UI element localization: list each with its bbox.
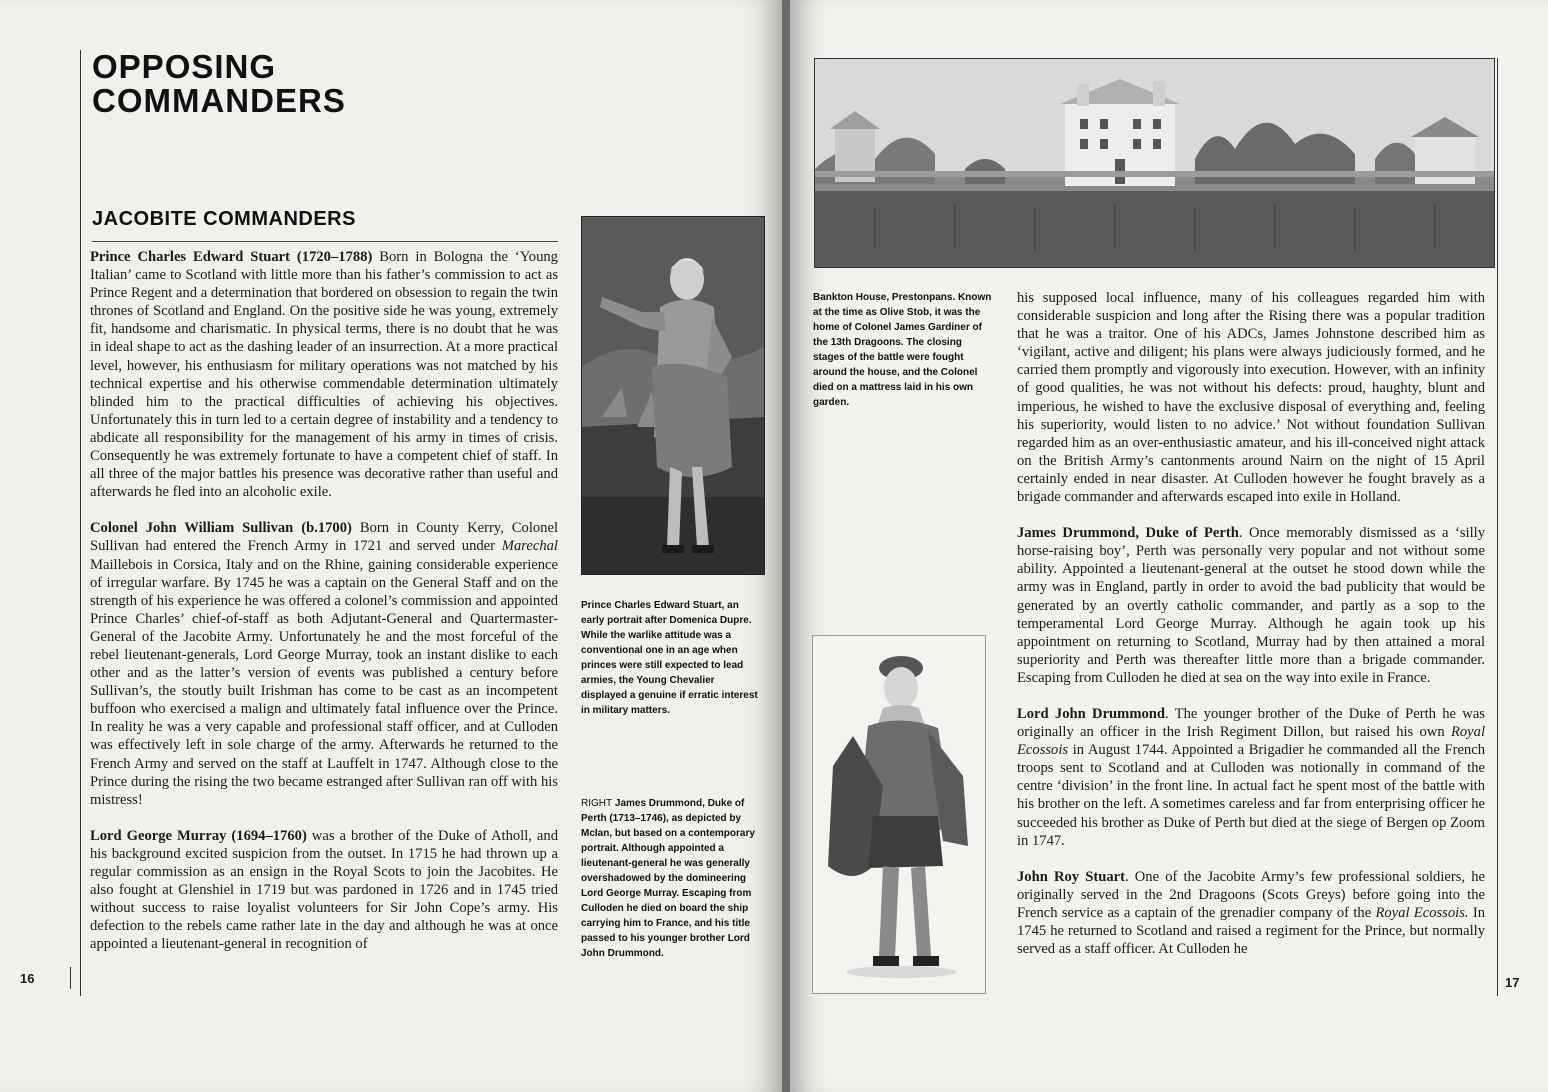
commander-name: Lord John Drummond: [1017, 705, 1166, 722]
caption-charles-portrait: Prince Charles Edward Stuart, an early portrait after Domenica Dupre. While the warlike attitude was a conventional one in an age when princes were still expected to lead armies, the Young Chevalier displayed a genuine if erratic interest in military matters.: [581, 600, 758, 716]
caption-body: James Drummond, Duke of Perth (1713–1746), as depicted by McIan, but based on a contemporary portrait. Although appointed a lieutenant-general he was generally overshadowed by the domineering Lord George Murray. Escaping from Culloden he died on board the ship carrying him to France, and his title passed to his younger brother Lord John Drummond.: [581, 798, 755, 959]
margin-rule: [1497, 58, 1498, 996]
right-text-column: [1017, 289, 1485, 994]
commander-name: Colonel John William Sullivan (b.1700): [90, 520, 352, 537]
left-text-column: [90, 248, 558, 993]
caption-bankton-house: Bankton House, Prestonpans. Known at the time as Olive Stob, it was the home of Colonel James Gardiner of the 13th Dragoons. The closing stages of the battle were fought around the house, and the Colonel died on a mattress laid in his own garden.: [813, 292, 992, 408]
section-title: JACOBITE COMMANDERS: [92, 208, 356, 230]
paragraph-body: Maillebois in Corsica, Italy and on the Rhine, gaining considerable experience of irregular warfare. By 1745 he was a captain on the General Staff and on the strength of his experience he was offered a colonel’s commission and appointed Prince Charles’ chief-of-staff as both Adjutant-General and Quartermaster-General of the Jacobite Army. Unfortunately he and the most forceful of the rebel lieutenant-generals, Lord George Murray, took an instant dislike to each other and as the latter’s version of events was published a century before Sullivan’s, the stoutly built Irishman has come to be cast as an incompetent buffoon who exercised a malign and ultimately fatal influence over the Prince. In reality he was a very capable and professional staff officer, and at Culloden was effectively left in sole charge of the army. Afterwards he returned to the French Army and served on the staff at Lauffelt in 1747. Although close to the Prince during the rising the two became estranged after Sullivan ran off with his mistress!: [90, 556, 558, 808]
paragraph-body: . The younger brother of the Duke of Perth he was originally an officer in the Irish Regiment Dillon, but raised his own: [1017, 705, 1485, 741]
italic-term: Marechal: [501, 538, 558, 555]
margin-rule: [80, 50, 81, 996]
bankton-house-photo-image: [814, 58, 1495, 268]
paragraph-murray: [90, 827, 558, 954]
italic-term: Royal Ecossois: [1017, 724, 1485, 759]
commander-name: James Drummond, Duke of Perth: [1017, 525, 1239, 542]
chapter-title: [92, 50, 346, 118]
paragraph-charles-stuart: [90, 248, 558, 501]
chapter-title-line-2: COMMANDERS: [92, 82, 346, 119]
paragraph-sullivan: [90, 519, 558, 809]
book-gutter: [782, 0, 790, 1092]
paragraph-body: Born in Bologna the ‘Young Italian’ came to Scotland with little more than his father’s commission to act as Prince Regent and a determination that bordered on obsession to regain the twin thrones of Scotland and England. On the positive side he was young, extremely fit, handsome and charismatic. In physical terms, there is no doubt that he was in ideal shape to act as the dashing leader of an insurrection. At a more practical level, however, his enthusiasm for military operations was not matched by his technical expertise and his otherwise commendable determination ultimately blinded him to the practical difficulties of achieving his objectives. Unfortunately this in turn led to a certain degree of instability and a tendency to abdicate all responsibility for the management of his army in times of crisis. Consequently he was extremely fortunate to have a competent chief of staff. In all three of the major battles his presence was decorative rather than useful and afterwards he fled into an alcoholic exile.: [90, 249, 558, 501]
chapter-title-line-1: OPPOSING: [92, 48, 277, 85]
paragraph-body: in August 1744. Appointed a Brigadier he commanded all the French troops sent to Scotland and at Culloden was notionally in command of the centre ‘division’ in the front line. In actual fact he spent most of the battle with his brother on the left. A sometimes careless and far from enterprising officer he succeeded his brother as Duke of Perth but died at the siege of Bergen op Zoom in 1747.: [1017, 742, 1485, 849]
folio-divider: [1497, 971, 1498, 993]
paragraph-body: In 1745 he returned to Scotland and raised a regiment for the Prince, but normally served as a staff officer. At Culloden he: [1017, 904, 1485, 958]
page-number-right: 17: [1505, 975, 1520, 990]
paragraph-body: . Once memorably dismissed as a ‘silly horse-raising boy’, Perth was personally very popular and not without some ability. Appointed a lieutenant-general at the outset he stood down while the army was in England, partly in order to avoid the bad publicity that would be generated by an overtly catholic commander, and partly as a sop to the temperamental Lord George Murray. Although he again took up his appointment on returning to Scotland, Murray had by then attained a moral superiority and Perth was thereafter little more than a brigade commander. Escaping from Culloden he died at sea on the way into exile in France.: [1017, 525, 1485, 686]
commander-name: John Roy Stuart: [1017, 868, 1125, 885]
portrait-james-drummond-image: [812, 635, 986, 994]
paragraph-body: was a brother of the Duke of Atholl, and his background excited suspicion from the outset. In 1715 he had thrown up a regular commission as an ensign in the Royal Scots to join the Jacobites. He also fought at Glenshiel in 1719 but was pardoned in 1726 and in 1745 tried without success to raise loyalist volunteers for Sir John Cope’s army. His defection to the rebels came rather late in the day and although he was at once appointed a lieutenant-general in recognition of: [90, 827, 558, 953]
portrait-prince-charles-image: [581, 216, 765, 575]
paragraph-body: Born in County Kerry, Colonel Sullivan had entered the French Army in 1721 and served under: [90, 520, 558, 555]
paragraph-murray-continued: his supposed local influence, many of his colleagues regarded him with considerable suspicion and long after the Rising there was a popular tradition that he was a traitor. One of his ADCs, James Johnstone described him as ‘vigilant, active and diligent; his plans were always judiciously formed, and he carried them promptly and vigorously into execution. However, with an infinity of good qualities, he was not without his defects: proud, haughty, blunt and imperious, he wished to have the exclusive disposal of everything and, feeling his superiority, would listen to no advice.’ Not without foundation Sullivan regarded him as an over-enthusiastic amateur, and his ill-conceived night attack on the British Army’s cantonments around Nairn on the night of 15 April certainly ended in near disaster. At Culloden however he fought bravely as a brigade commander and afterwards escaped into exile in Holland.: [1017, 290, 1485, 506]
paragraph-james-drummond: [1017, 524, 1485, 687]
commander-name: Lord George Murray (1694–1760): [90, 827, 307, 844]
italic-term: Royal Ecossois.: [1375, 904, 1469, 921]
paragraph-body: . One of the Jacobite Army’s few professional soldiers, he originally served in the 2nd Dragoons (Scots Greys) before going into the French service as a captain of the grenadier company of the: [1017, 868, 1485, 921]
commander-name: Prince Charles Edward Stuart (1720–1788): [90, 249, 373, 265]
paragraph-john-roy-stuart: [1017, 868, 1485, 958]
section-divider: [92, 241, 558, 242]
folio-divider: [70, 967, 71, 989]
caption-lead: RIGHT: [581, 798, 613, 809]
page-number-left: 16: [20, 971, 35, 986]
paragraph-john-drummond: [1017, 705, 1485, 850]
caption-drummond-portrait: [581, 796, 763, 961]
